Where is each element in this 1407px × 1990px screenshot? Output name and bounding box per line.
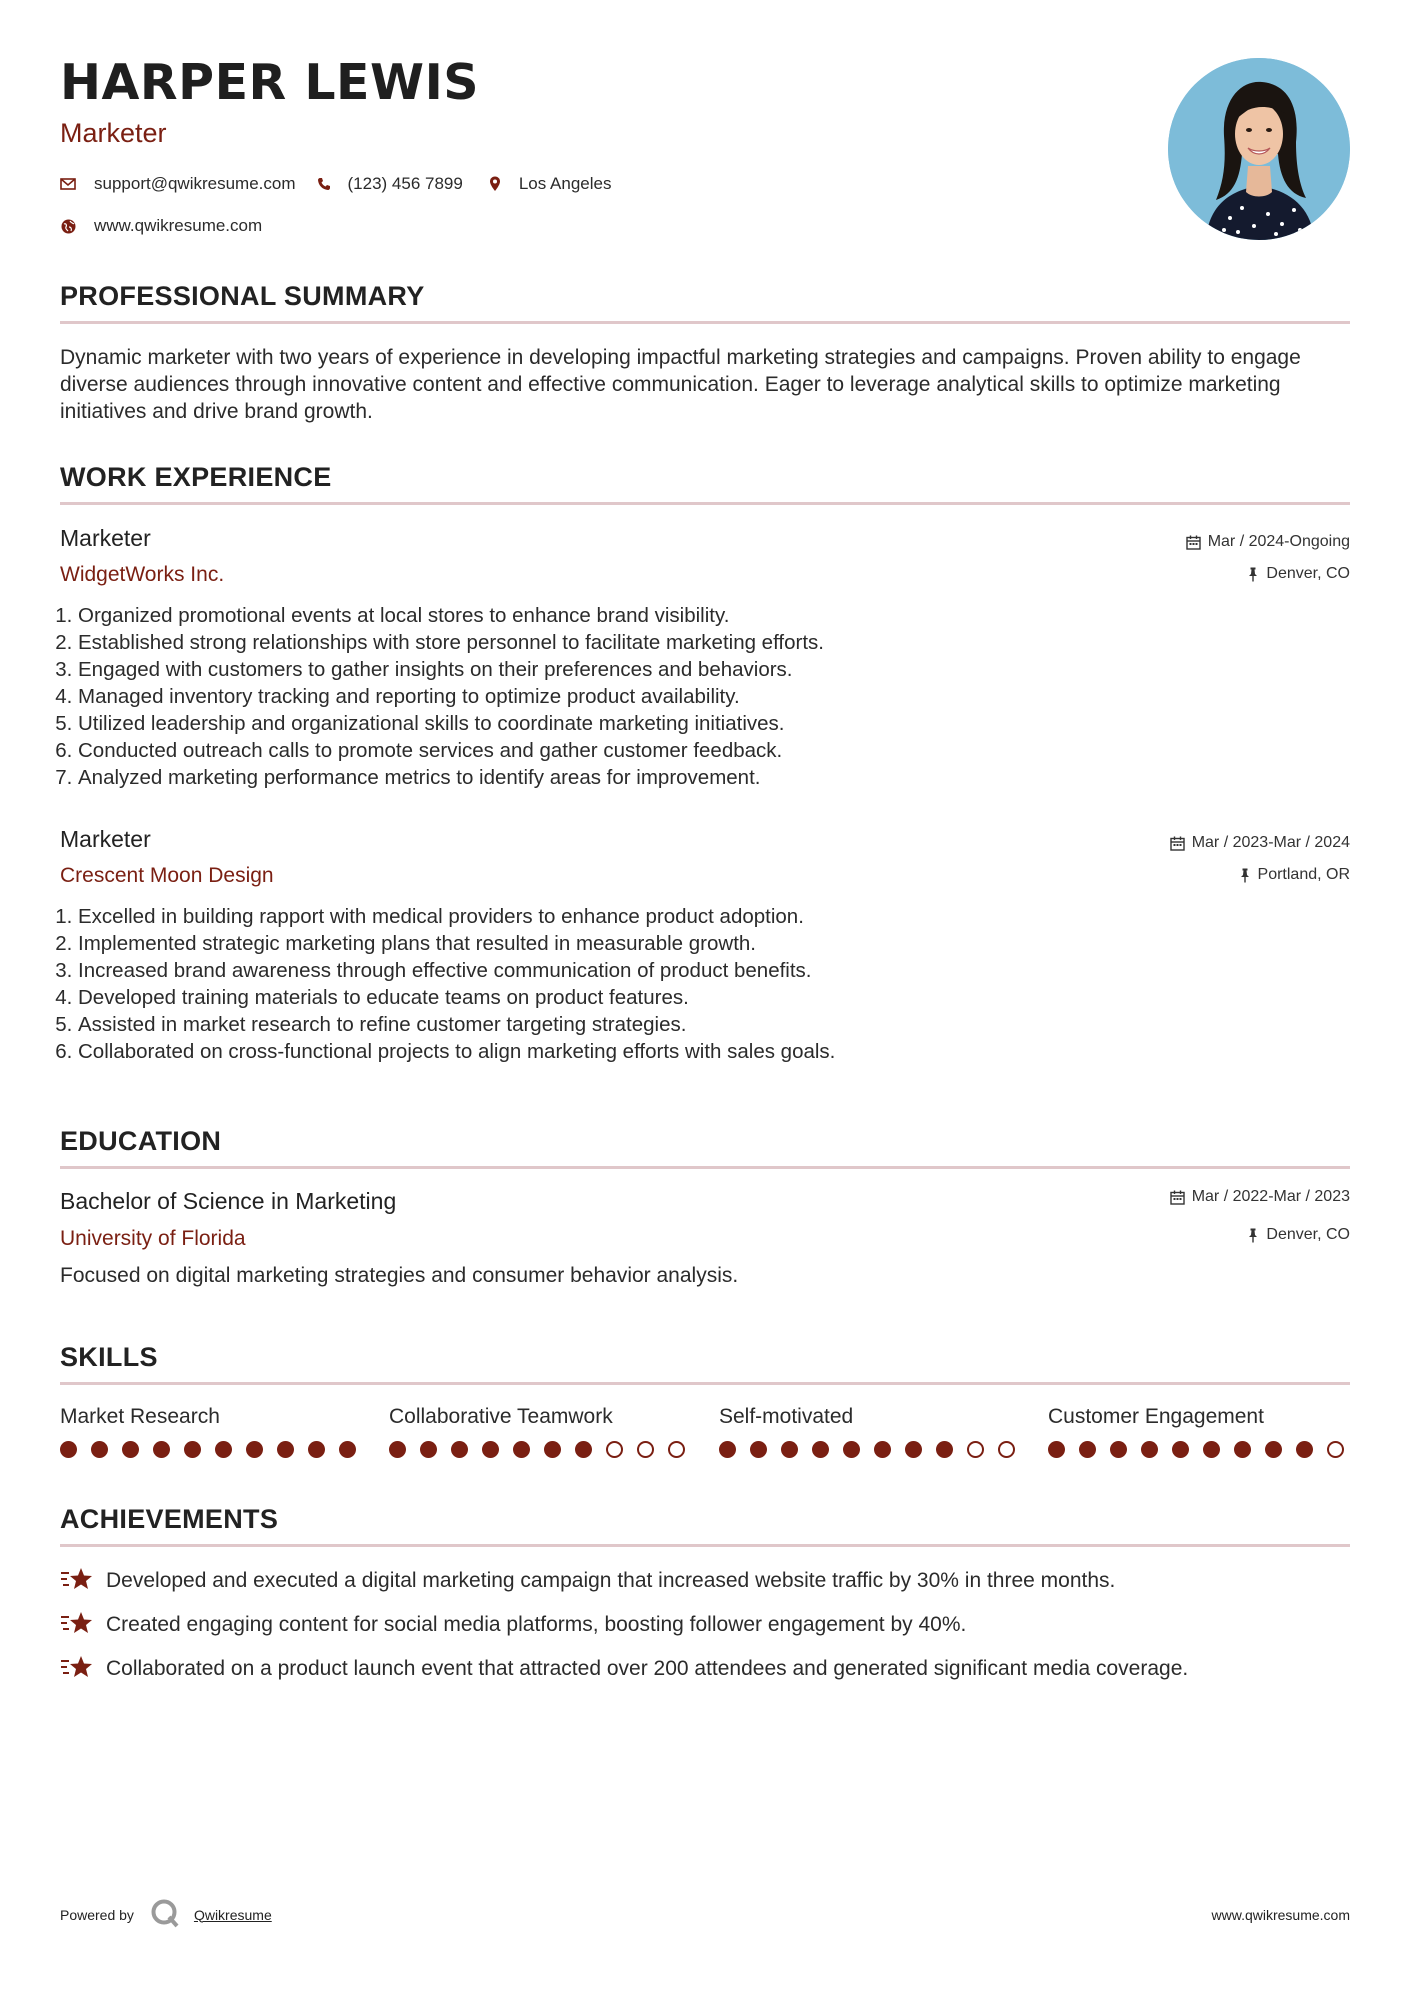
education-location: [1247, 1227, 1350, 1243]
list-item: 5. Utilized leadership and organizational skills to coordinate marketing initiatives.: [78, 710, 1328, 737]
skill-item: [719, 1406, 1029, 1458]
education-description: Focused on digital marketing strategies and consumer behavior analysis.: [60, 1264, 739, 1287]
rating-dot-filled: [122, 1441, 139, 1458]
skill-rating: [389, 1441, 699, 1458]
job-dates: [1186, 534, 1350, 550]
rating-dot-filled: [905, 1441, 922, 1458]
pin-icon: [1239, 868, 1251, 883]
pin-icon: [1247, 567, 1259, 582]
list-item: 4. Managed inventory tracking and reporting to optimize product availability.: [78, 683, 1328, 710]
skills-divider: [60, 1382, 1350, 1385]
school-name: University of Florida: [60, 1227, 246, 1250]
phone-number[interactable]: (123) 456 7899: [347, 174, 463, 193]
rating-dot-filled: [1110, 1441, 1127, 1458]
rating-dot-empty: [967, 1441, 984, 1458]
calendar-icon: [1170, 1190, 1185, 1205]
skill-name: Market Research: [60, 1405, 220, 1428]
rating-dot-filled: [781, 1441, 798, 1458]
rating-dot-filled: [277, 1441, 294, 1458]
list-item: 5. Assisted in market research to refine customer targeting strategies.: [78, 1011, 1328, 1038]
rating-dot-filled: [1079, 1441, 1096, 1458]
candidate-role: Marketer: [60, 118, 167, 148]
list-item: 1. Organized promotional events at local stores to enhance brand visibility.: [78, 602, 1328, 629]
experience-divider: [60, 502, 1350, 505]
rating-dot-filled: [339, 1441, 356, 1458]
skills-heading: SKILLS: [60, 1342, 158, 1372]
education-dates-text: Mar / 2022-Mar / 2023: [1191, 1188, 1350, 1205]
list-item: 6. Conducted outreach calls to promote services and gather customer feedback.: [78, 737, 1328, 764]
job-dates-text: Mar / 2023-Mar / 2024: [1191, 834, 1350, 851]
company-name: WidgetWorks Inc.: [60, 563, 225, 586]
achievements-heading: ACHIEVEMENTS: [60, 1504, 279, 1534]
contact-row-secondary: [60, 216, 282, 236]
achievement-item: [60, 1654, 1188, 1682]
email-link[interactable]: support@qwikresume.com: [94, 174, 296, 193]
rating-dot-filled: [389, 1441, 406, 1458]
qwikresume-link[interactable]: Qwikresume: [193, 1906, 272, 1923]
skill-name: Self-motivated: [719, 1405, 854, 1428]
rating-dot-filled: [1141, 1441, 1158, 1458]
summary-divider: [60, 321, 1350, 324]
list-item: 3. Engaged with customers to gather insights on their preferences and behaviors.: [78, 656, 1328, 683]
globe-icon: [60, 218, 76, 234]
job-bullet-list: [38, 602, 1328, 791]
job-location-text: Denver, CO: [1266, 565, 1350, 582]
rating-dot-filled: [246, 1441, 263, 1458]
map-pin-icon: [487, 176, 503, 192]
rating-dot-filled: [1296, 1441, 1313, 1458]
rating-dot-filled: [719, 1441, 736, 1458]
rating-dot-filled: [1265, 1441, 1282, 1458]
rating-dot-filled: [575, 1441, 592, 1458]
achievement-text: Created engaging content for social media platforms, boosting follower engagement by 40%.: [106, 1612, 967, 1636]
rating-dot-filled: [750, 1441, 767, 1458]
list-item: 3. Increased brand awareness through effective communication of product benefits.: [78, 957, 1328, 984]
website-link[interactable]: www.qwikresume.com: [94, 216, 263, 235]
company-name: Crescent Moon Design: [60, 864, 274, 887]
degree-title: Bachelor of Science in Marketing: [60, 1188, 397, 1214]
rating-dot-empty: [998, 1441, 1015, 1458]
job-title: Marketer: [60, 826, 151, 852]
rating-dot-filled: [544, 1441, 561, 1458]
rating-dot-filled: [1048, 1441, 1065, 1458]
skill-name: Collaborative Teamwork: [389, 1405, 613, 1428]
rating-dot-empty: [637, 1441, 654, 1458]
list-item: 4. Developed training materials to educate teams on product features.: [78, 984, 1328, 1011]
star-achievement-icon: [60, 1610, 94, 1638]
achievement-text: Collaborated on a product launch event that attracted over 200 attendees and generated significant media coverage.: [106, 1656, 1189, 1680]
rating-dot-filled: [420, 1441, 437, 1458]
skill-item: [389, 1406, 699, 1458]
phone-icon: [316, 176, 332, 192]
job-location: [1247, 566, 1350, 582]
rating-dot-filled: [812, 1441, 829, 1458]
rating-dot-filled: [874, 1441, 891, 1458]
achievement-item: [60, 1610, 966, 1638]
rating-dot-filled: [843, 1441, 860, 1458]
calendar-icon: [1170, 836, 1185, 851]
list-item: 7. Analyzed marketing performance metrics to identify areas for improvement.: [78, 764, 1328, 791]
powered-by-label: Powered by: [60, 1906, 134, 1923]
list-item: 6. Collaborated on cross-functional projects to align marketing efforts with sales goals.: [78, 1038, 1328, 1065]
summary-heading: PROFESSIONAL SUMMARY: [60, 281, 425, 311]
rating-dot-filled: [60, 1441, 77, 1458]
skill-rating: [719, 1441, 1029, 1458]
experience-heading: WORK EXPERIENCE: [60, 462, 332, 492]
summary-text: Dynamic marketer with two years of experience in developing impactful marketing strategies and campaigns. Proven ability to engage diverse audiences through innovative content and effective communication. Eager to leverage analytical skills to optimize marketing initiatives and drive brand growth.: [60, 346, 1301, 423]
achievements-divider: [60, 1544, 1350, 1547]
skill-rating: [60, 1441, 370, 1458]
location-text: Los Angeles: [518, 174, 612, 193]
job-location: [1239, 867, 1350, 883]
contact-row-primary: [60, 174, 631, 194]
rating-dot-filled: [153, 1441, 170, 1458]
education-dates: [1170, 1189, 1350, 1205]
rating-dot-filled: [1172, 1441, 1189, 1458]
education-location-text: Denver, CO: [1266, 1226, 1350, 1243]
candidate-name: HARPER LEWIS: [60, 54, 480, 111]
footer-website[interactable]: www.qwikresume.com: [1211, 1907, 1350, 1923]
education-divider: [60, 1166, 1350, 1169]
list-item: 1. Excelled in building rapport with medical providers to enhance product adoption.: [78, 903, 1328, 930]
education-heading: EDUCATION: [60, 1126, 222, 1156]
rating-dot-filled: [936, 1441, 953, 1458]
profile-photo: [1168, 58, 1350, 240]
footer-powered-by: [60, 1898, 272, 1931]
rating-dot-filled: [308, 1441, 325, 1458]
skill-name: Customer Engagement: [1048, 1405, 1264, 1428]
rating-dot-empty: [606, 1441, 623, 1458]
envelope-icon: [60, 176, 76, 192]
rating-dot-filled: [1203, 1441, 1220, 1458]
skill-item: [1048, 1406, 1358, 1458]
rating-dot-filled: [1234, 1441, 1251, 1458]
list-item: 2. Established strong relationships with store personnel to facilitate marketing efforts.: [78, 629, 1328, 656]
rating-dot-filled: [513, 1441, 530, 1458]
star-achievement-icon: [60, 1654, 94, 1682]
job-dates-text: Mar / 2024-Ongoing: [1207, 533, 1350, 550]
rating-dot-empty: [668, 1441, 685, 1458]
job-location-text: Portland, OR: [1257, 866, 1350, 883]
rating-dot-filled: [184, 1441, 201, 1458]
rating-dot-filled: [91, 1441, 108, 1458]
rating-dot-filled: [215, 1441, 232, 1458]
star-achievement-icon: [60, 1566, 94, 1594]
calendar-icon: [1186, 535, 1201, 550]
job-dates: [1170, 835, 1350, 851]
rating-dot-filled: [482, 1441, 499, 1458]
qwikresume-logo-icon: [150, 1898, 180, 1931]
job-bullet-list: [38, 903, 1328, 1065]
rating-dot-filled: [451, 1441, 468, 1458]
skill-rating: [1048, 1441, 1358, 1458]
list-item: 2. Implemented strategic marketing plans that resulted in measurable growth.: [78, 930, 1328, 957]
achievement-text: Developed and executed a digital marketing campaign that increased website traffic by 30% in three months.: [106, 1568, 1116, 1592]
job-title: Marketer: [60, 525, 151, 551]
pin-icon: [1247, 1228, 1259, 1243]
skill-item: [60, 1406, 370, 1458]
rating-dot-empty: [1327, 1441, 1344, 1458]
profile-photo-illustration: [1168, 58, 1350, 240]
achievement-item: [60, 1566, 1115, 1594]
